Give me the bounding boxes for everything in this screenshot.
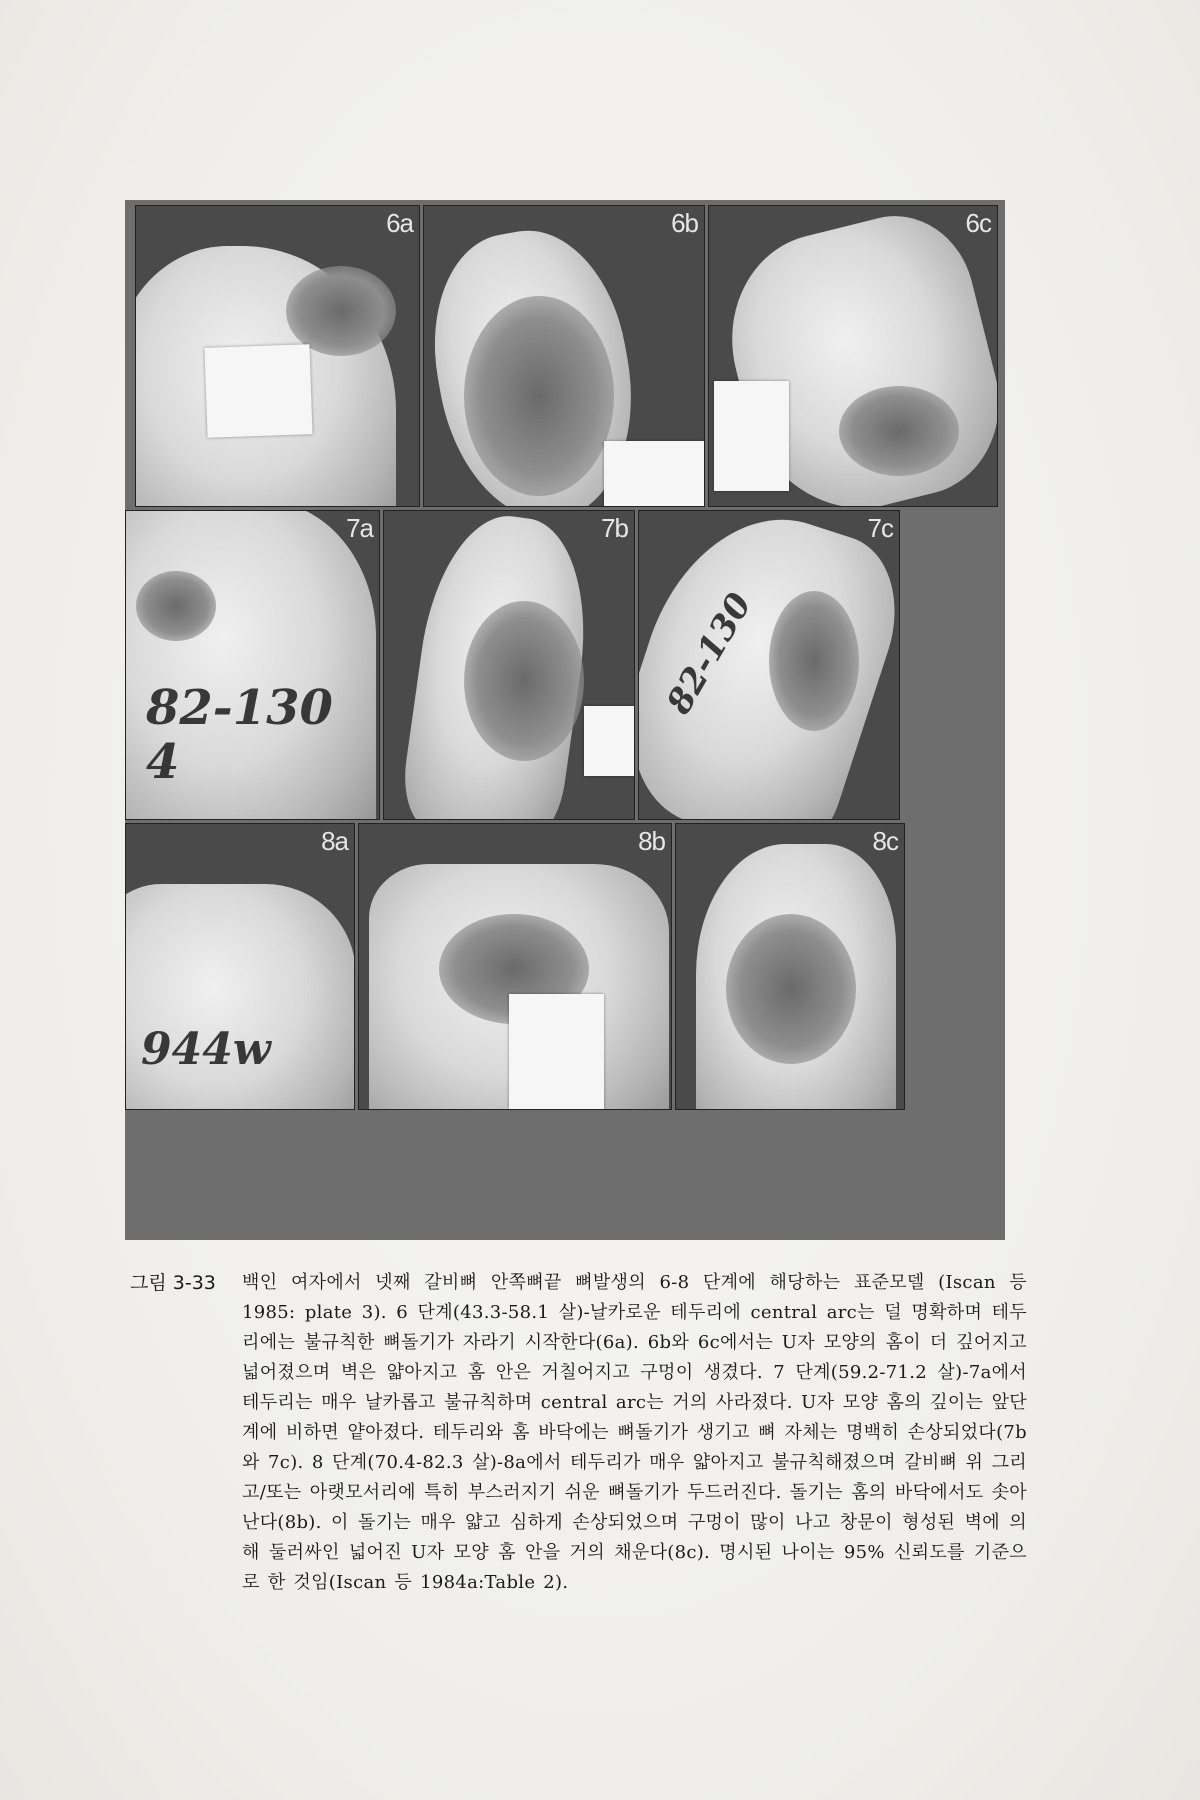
panel-label: 7a [346,513,373,543]
figure-caption [130,1268,1030,1598]
photo-panel-7a [125,510,380,820]
rib-end-photo-plate [125,200,1005,1240]
photo-panel-8c [675,823,905,1110]
photo-panel-8b [358,823,672,1110]
scale-card [509,994,604,1109]
panel-label: 7b [601,513,628,543]
scale-card [714,381,789,491]
panel-label: 7c [867,513,893,543]
u-shaped-pit [726,914,856,1064]
panel-label: 6c [965,208,991,238]
specimen-number-handwriting: 82-130 [659,586,760,721]
figure-number: 그림 3-33 [130,1272,216,1294]
panel-label: 6b [671,208,698,238]
panel-label: 8b [638,826,665,856]
photo-panel-7b [383,510,635,820]
u-shaped-pit [769,591,859,731]
photo-panel-8a [125,823,355,1110]
scale-card [584,706,634,776]
scale-card [604,441,704,507]
panel-label: 8a [321,826,348,856]
u-shaped-pit [286,266,396,356]
photo-panel-6b [423,205,705,507]
photo-panel-6c [708,205,998,507]
photo-panel-7c [638,510,900,820]
panel-label: 8c [872,826,898,856]
specimen-number-handwriting: 82-1304 [146,680,333,790]
u-shaped-pit [464,601,584,761]
scale-card [204,344,312,438]
u-shaped-pit [136,571,216,641]
panel-label: 6a [386,208,413,238]
rib-end-bone [125,884,355,1110]
specimen-number-handwriting: 944w [141,1024,271,1075]
photo-panel-6a [135,205,420,507]
caption-text: 백인 여자에서 넷째 갈비뼈 안쪽뼈끝 뼈발생의 6-8 단계에 해당하는 표준모델 (Iscan 등 1985: plate 3). 6 단계(43.3-58.1 살)-날카로운 테두리에 central arc는 덜 명확하며 테두리에는 불규칙한 뼈돌기가 자라기 시작한다(6a). 6b와 6c에서는 U자 모양의 홈이 더 깊어지고 넓어졌으며 벽은 얇아지고 홈 안은 거칠어지고 구멍이 생겼다. 7 단계(59.2-71.2 살)-7a에서 테두리는 매우 날카롭고 불규칙하며 central arc는 거의 사라졌다. U자 모양 홈의 깊이는 앞단계에 비하면 얕아졌다. 테두리와 홈 바닥에는 뼈돌기가 생기고 뼈 자체는 명백히 손상되었다(7b와 7c). 8 단계(70.4-82.3 살)-8a에서 테두리가 매우 얇아지고 불규칙해졌으며 갈비뼈 위 그리고/또는 아랫모서리에 특히 부스러지기 쉬운 뼈돌기가 두드러진다. 돌기는 홈의 바닥에서도 솟아난다(8b). 이 돌기는 매우 얇고 심하게 손상되었으며 구멍이 많이 나고 창문이 형성된 벽에 의해 둘러싸인 넓어진 U자 모양 홈 안을 거의 채운다(8c). 명시된 나이는 95% 신뢰도를 기준으로 한 것임(Iscan 등 1984a:Table 2). [242,1272,1027,1593]
u-shaped-pit [464,296,614,496]
u-shaped-pit [839,386,959,476]
